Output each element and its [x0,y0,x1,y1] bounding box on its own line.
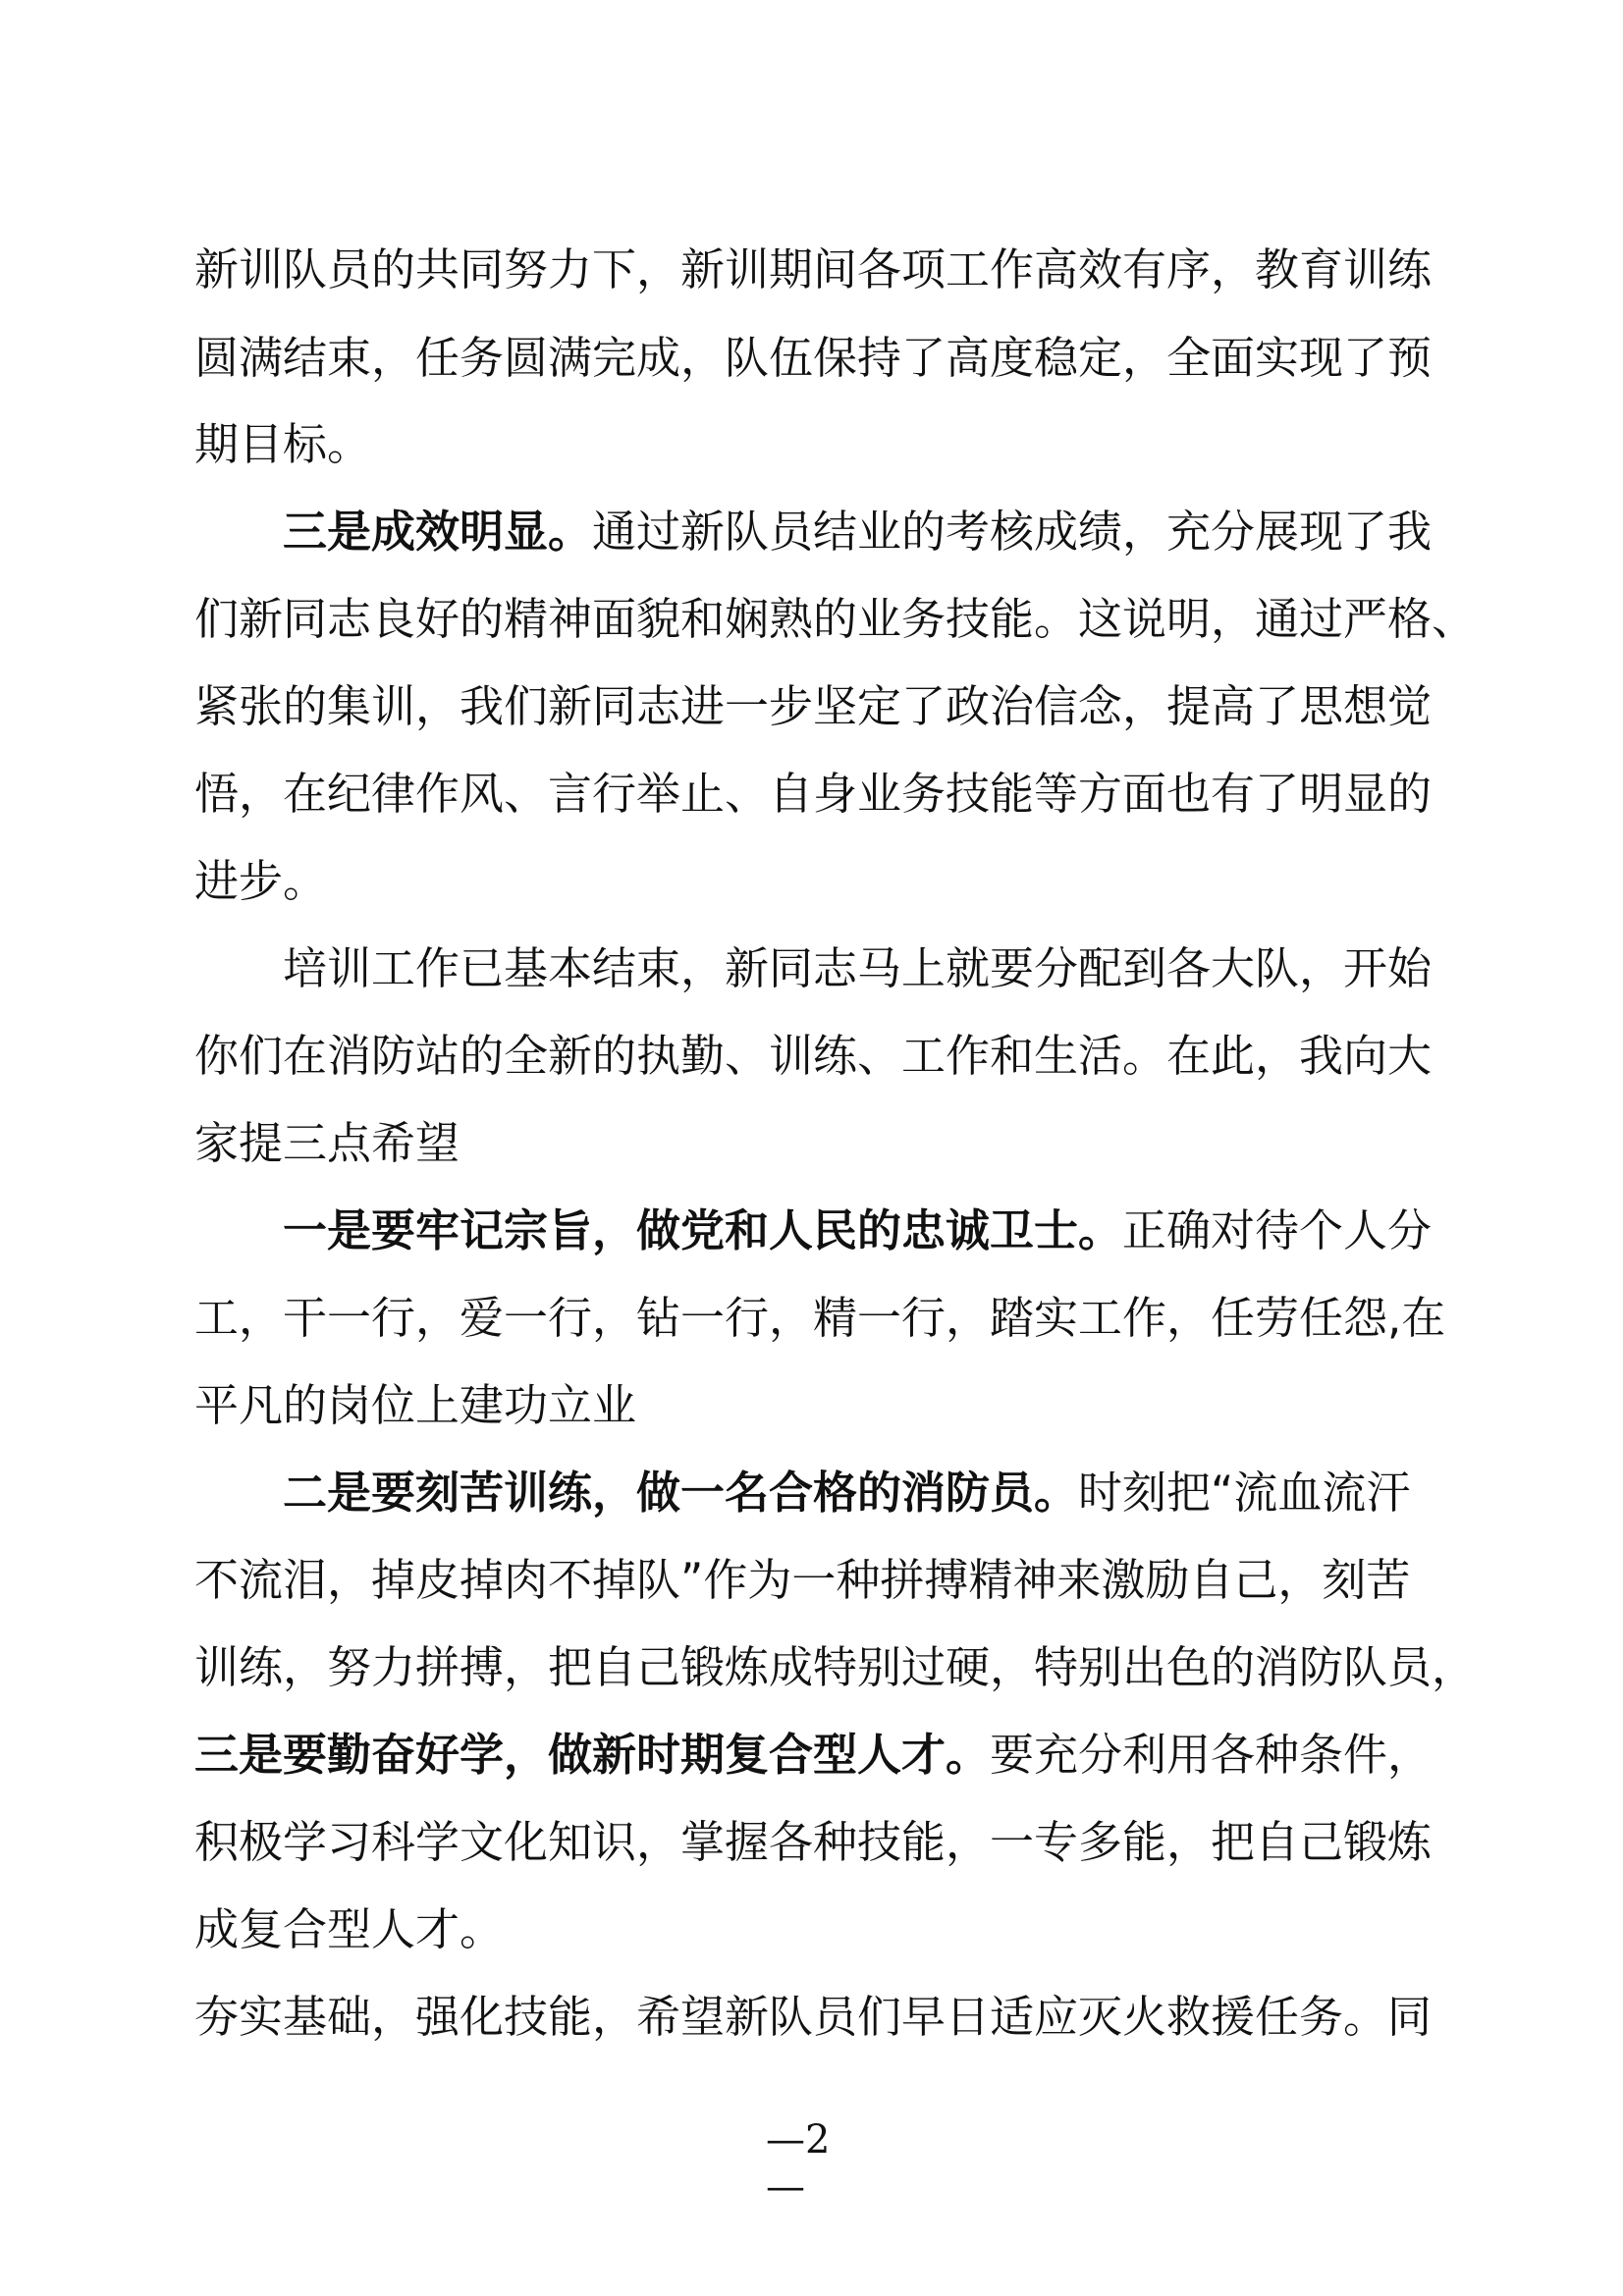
text-line [194,1371,636,1440]
line-text: 培训工作已基本结束，新同志马上就要分配到各大队，开始 [283,942,1433,994]
line-text: 们新同志良好的精神面貌和娴熟的业务技能。这说明，通过严格、 [194,593,1477,645]
text-line [194,847,327,916]
line-text: 正确对待个人分 [1122,1204,1433,1256]
text-line [194,410,371,479]
paragraph-heading-line [283,498,1432,566]
text-line [194,1633,1476,1702]
text-line [194,1546,1410,1615]
text-line [194,1284,1445,1353]
line-text: 成复合型人才。 [194,1903,505,1955]
line-text: 不流泪，掉皮掉肉不掉队”作为一种拼搏精神来激励自己，刻苦 [194,1554,1411,1606]
bold-heading: 三是成效明显。 [283,506,593,558]
line-text: 家提三点希望 [194,1117,460,1169]
paragraph-heading-line [283,1459,1410,1527]
bold-heading: 一是要牢记宗旨，做党和人民的忠诚卫士。 [283,1204,1123,1256]
line-text: 平凡的岗位上建功立业 [194,1379,637,1431]
line-text: 你们在消防站的全新的执勤、训练、工作和生活。在此，我向大 [194,1030,1433,1082]
line-text: 训练，努力拼搏，把自己锻炼成特别过硬，特别出色的消防队员， [194,1641,1477,1693]
page-number: —2 [766,2117,831,2163]
text-line [194,1896,504,1964]
line-text: 时刻把“流血流汗 [1078,1467,1411,1519]
text-line [194,1109,460,1178]
text-line [194,1022,1432,1091]
line-text: 要充分利用各种条件， [990,1729,1433,1781]
text-line [194,672,1432,741]
bold-heading: 三是要勤奋好学，做新时期复合型人才。 [194,1729,991,1781]
text-line [194,236,1432,304]
line-text: 进步。 [194,855,328,907]
text-line [194,1808,1432,1877]
line-text: 悟，在纪律作风、言行举止、自身业务技能等方面也有了明显的 [194,768,1433,820]
line-text: 夯实基础，强化技能，希望新队员们早日适应灭火救援任务。同 [194,1991,1433,2043]
line-text: 新训队员的共同努力下，新训期间各项工作高效有序，教育训练 [194,243,1433,295]
line-text: 通过新队员结业的考核成绩，充分展现了我 [592,506,1433,558]
text-line [283,934,1432,1003]
line-text: 紧张的集训，我们新同志进一步坚定了政治信念，提高了思想觉 [194,680,1433,732]
line-text: 期目标。 [194,418,372,470]
paragraph-heading-line [194,1721,1432,1789]
line-text: 圆满结束，任务圆满完成，队伍保持了高度稳定，全面实现了预 [194,332,1433,384]
line-text: 积极学习科学文化知识，掌握各种技能，一专多能，把自己锻炼 [194,1816,1433,1868]
bold-heading: 二是要刻苦训练，做一名合格的消防员。 [283,1467,1079,1519]
line-text: 工，干一行，爱一行，钻一行，精一行，踏实工作，任劳任怨,在 [194,1292,1446,1344]
page-number-dash: — [766,2164,805,2210]
text-line [194,585,1476,654]
text-line [194,1983,1432,2052]
text-line [194,760,1432,828]
text-line [194,324,1432,393]
paragraph-heading-line [283,1197,1432,1265]
